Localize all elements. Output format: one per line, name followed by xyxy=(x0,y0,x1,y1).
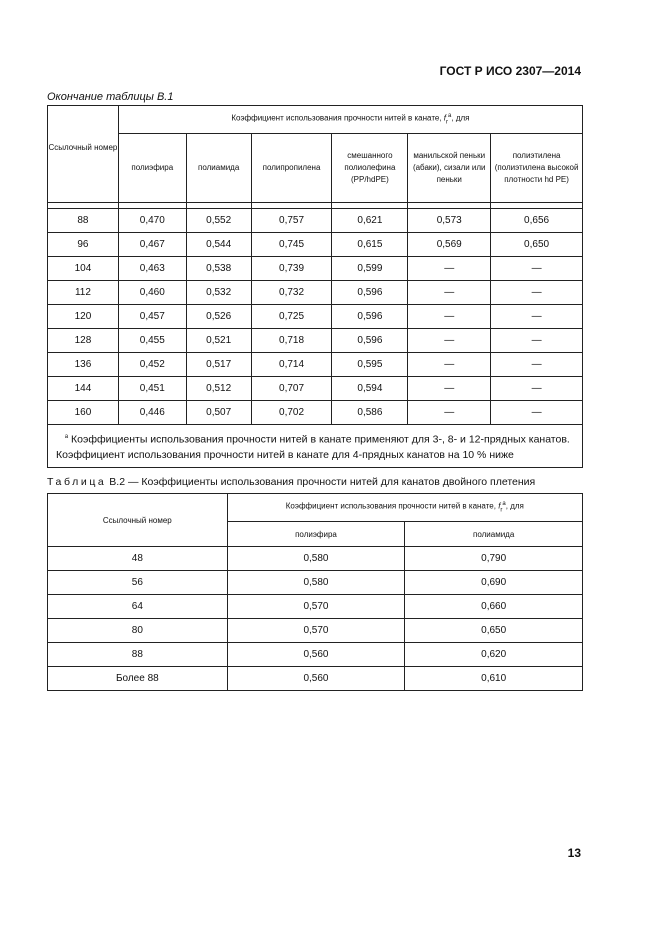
table-cell: 0,650 xyxy=(491,233,583,257)
table-cell: Более 88 xyxy=(48,667,228,691)
table-cell: — xyxy=(408,377,491,401)
table-cell: 0,594 xyxy=(332,377,408,401)
column-header: полипропилена xyxy=(251,134,332,203)
table-cell: 0,690 xyxy=(405,571,583,595)
table-cell: 0,538 xyxy=(186,257,251,281)
table-footnote xyxy=(48,425,583,468)
table-cell: 88 xyxy=(48,643,228,667)
table-cell: 0,544 xyxy=(186,233,251,257)
table-cell: 96 xyxy=(48,233,119,257)
table-row xyxy=(48,619,583,643)
table-row xyxy=(48,377,583,401)
table-cell: 0,714 xyxy=(251,353,332,377)
table-cell: 0,512 xyxy=(186,377,251,401)
column-header: смешанного полиолефина (PP/hdPE) xyxy=(332,134,408,203)
table-cell: 0,732 xyxy=(251,281,332,305)
table-row xyxy=(48,353,583,377)
column-header: полиамида xyxy=(186,134,251,203)
table-row xyxy=(48,595,583,619)
table-cell: 0,596 xyxy=(332,281,408,305)
table-cell: 0,552 xyxy=(186,209,251,233)
table-cell: 0,656 xyxy=(491,209,583,233)
table-cell: 80 xyxy=(48,619,228,643)
table-cell: — xyxy=(491,377,583,401)
table1-caption: Окончание таблицы В.1 xyxy=(47,91,174,103)
table-cell: — xyxy=(491,305,583,329)
column-header: полиэфира xyxy=(227,522,405,547)
table-cell: 0,707 xyxy=(251,377,332,401)
table-b1 xyxy=(47,105,583,468)
table-row xyxy=(48,547,583,571)
table-row xyxy=(48,257,583,281)
table2-caption: Таблица В.2 — Коэффициенты использования прочности нитей для канатов двойного плетения xyxy=(47,476,536,488)
footnote-line: Коэффициенты использования прочности нитей в канате применяют для 3-, 8- и 12-прядных канатов. xyxy=(71,433,570,446)
table-cell: 0,621 xyxy=(332,209,408,233)
table-cell: 0,595 xyxy=(332,353,408,377)
table-cell: 0,517 xyxy=(186,353,251,377)
table-cell: 0,460 xyxy=(118,281,186,305)
table-cell: 120 xyxy=(48,305,119,329)
table-b2 xyxy=(47,493,583,691)
table-cell: 112 xyxy=(48,281,119,305)
table-cell: 0,452 xyxy=(118,353,186,377)
table-cell: 0,570 xyxy=(227,619,405,643)
table-cell: 88 xyxy=(48,209,119,233)
table-cell: 128 xyxy=(48,329,119,353)
table-cell: 144 xyxy=(48,377,119,401)
table-cell: 0,718 xyxy=(251,329,332,353)
table-cell: 0,467 xyxy=(118,233,186,257)
table-cell: 0,457 xyxy=(118,305,186,329)
table-cell: 0,580 xyxy=(227,547,405,571)
table-cell: 0,596 xyxy=(332,329,408,353)
table-cell: 0,790 xyxy=(405,547,583,571)
table-row xyxy=(48,571,583,595)
table-cell: — xyxy=(408,329,491,353)
table-cell: 0,599 xyxy=(332,257,408,281)
ref-number-header: Ссылочный номер xyxy=(48,494,228,547)
table-cell: 0,526 xyxy=(186,305,251,329)
table-cell: 0,745 xyxy=(251,233,332,257)
coefficient-group-header: Коэффициент использования прочности нитей в канате, $f_r^a$, для xyxy=(227,494,582,522)
table-cell: 0,521 xyxy=(186,329,251,353)
table-cell: 0,702 xyxy=(251,401,332,425)
table-cell: 0,463 xyxy=(118,257,186,281)
table-cell: 0,725 xyxy=(251,305,332,329)
table-cell: — xyxy=(491,257,583,281)
table-cell: 0,620 xyxy=(405,643,583,667)
table-cell: 0,570 xyxy=(227,595,405,619)
table-cell: 136 xyxy=(48,353,119,377)
table-cell: 0,560 xyxy=(227,667,405,691)
standard-header: ГОСТ Р ИСО 2307—2014 xyxy=(439,64,581,78)
column-header: полиэфира xyxy=(118,134,186,203)
table-cell: 0,660 xyxy=(405,595,583,619)
table-cell: 160 xyxy=(48,401,119,425)
table-cell: 0,560 xyxy=(227,643,405,667)
table-cell: 0,757 xyxy=(251,209,332,233)
table-cell: — xyxy=(491,353,583,377)
table-row xyxy=(48,281,583,305)
ref-number-header: Ссылочный номер xyxy=(48,106,119,203)
table-row xyxy=(48,305,583,329)
table-cell: 0,615 xyxy=(332,233,408,257)
table-cell: — xyxy=(408,257,491,281)
table-row xyxy=(48,209,583,233)
table-cell: 0,455 xyxy=(118,329,186,353)
table-row xyxy=(48,233,583,257)
table-cell: 0,446 xyxy=(118,401,186,425)
table-row xyxy=(48,401,583,425)
page-number: 13 xyxy=(567,846,581,860)
column-header: полиэтилена (полиэтилена высокой плотности hd PE) xyxy=(491,134,583,203)
table-cell: 48 xyxy=(48,547,228,571)
column-header: манильской пеньки (абаки), сизали или пеньки xyxy=(408,134,491,203)
table-cell: — xyxy=(491,281,583,305)
table-cell: 0,596 xyxy=(332,305,408,329)
table-cell: — xyxy=(491,401,583,425)
table-row xyxy=(48,643,583,667)
table-cell: 0,451 xyxy=(118,377,186,401)
table-cell: — xyxy=(408,401,491,425)
table-cell: — xyxy=(491,329,583,353)
table-cell: 0,569 xyxy=(408,233,491,257)
table-cell: 0,532 xyxy=(186,281,251,305)
table-cell: 0,650 xyxy=(405,619,583,643)
footnote-line: Коэффициент использования прочности нитей в канате для 4-прядных канатов на 10 % ниже xyxy=(56,448,514,461)
table-row xyxy=(48,329,583,353)
table-cell: 0,610 xyxy=(405,667,583,691)
table-cell: 0,470 xyxy=(118,209,186,233)
table-row xyxy=(48,667,583,691)
table-cell: 0,507 xyxy=(186,401,251,425)
table-cell: 64 xyxy=(48,595,228,619)
footnote-marker: a xyxy=(64,434,69,440)
table-cell: — xyxy=(408,281,491,305)
table-cell: — xyxy=(408,305,491,329)
table-cell: 0,573 xyxy=(408,209,491,233)
table-cell: 0,739 xyxy=(251,257,332,281)
table-cell: 0,580 xyxy=(227,571,405,595)
table-cell: 0,586 xyxy=(332,401,408,425)
table-cell: 56 xyxy=(48,571,228,595)
column-header: полиамида xyxy=(405,522,583,547)
table-cell: — xyxy=(408,353,491,377)
coefficient-group-header: Коэффициент использования прочности нитей в канате, $f_r^a$, для xyxy=(118,106,582,134)
table-cell: 104 xyxy=(48,257,119,281)
